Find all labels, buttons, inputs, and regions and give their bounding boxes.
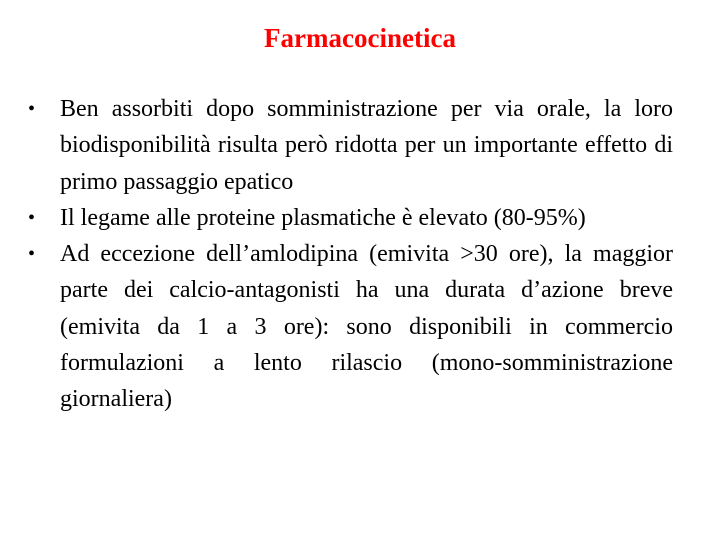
bullet-item bbox=[28, 91, 673, 200]
slide-title: Farmacocinetica bbox=[264, 23, 456, 53]
bullet-icon: • bbox=[28, 206, 36, 229]
bullet-icon: • bbox=[28, 243, 36, 266]
bullet-item bbox=[28, 200, 673, 236]
bullet-item bbox=[28, 236, 673, 417]
bullet-text: Ben assorbiti dopo somministrazione per via orale, la loro biodisponibilità risulta però ridotta per un importante effetto di primo passaggio epatico bbox=[60, 96, 673, 195]
bullet-icon: • bbox=[28, 98, 36, 120]
bullet-list bbox=[28, 91, 673, 418]
bullet-text: Il legame alle proteine plasmatiche è elevato (80-95%) bbox=[60, 204, 586, 231]
bullet-text: Ad eccezione dell’amlodipina (emivita >30 ore), la maggior parte dei calcio-antagonisti ha una durata d’azione breve (emivita da 1 a 3 ore): sono disponibili in commercio formulazioni a lento rilascio (mono-somministrazione giornaliera) bbox=[60, 241, 673, 413]
